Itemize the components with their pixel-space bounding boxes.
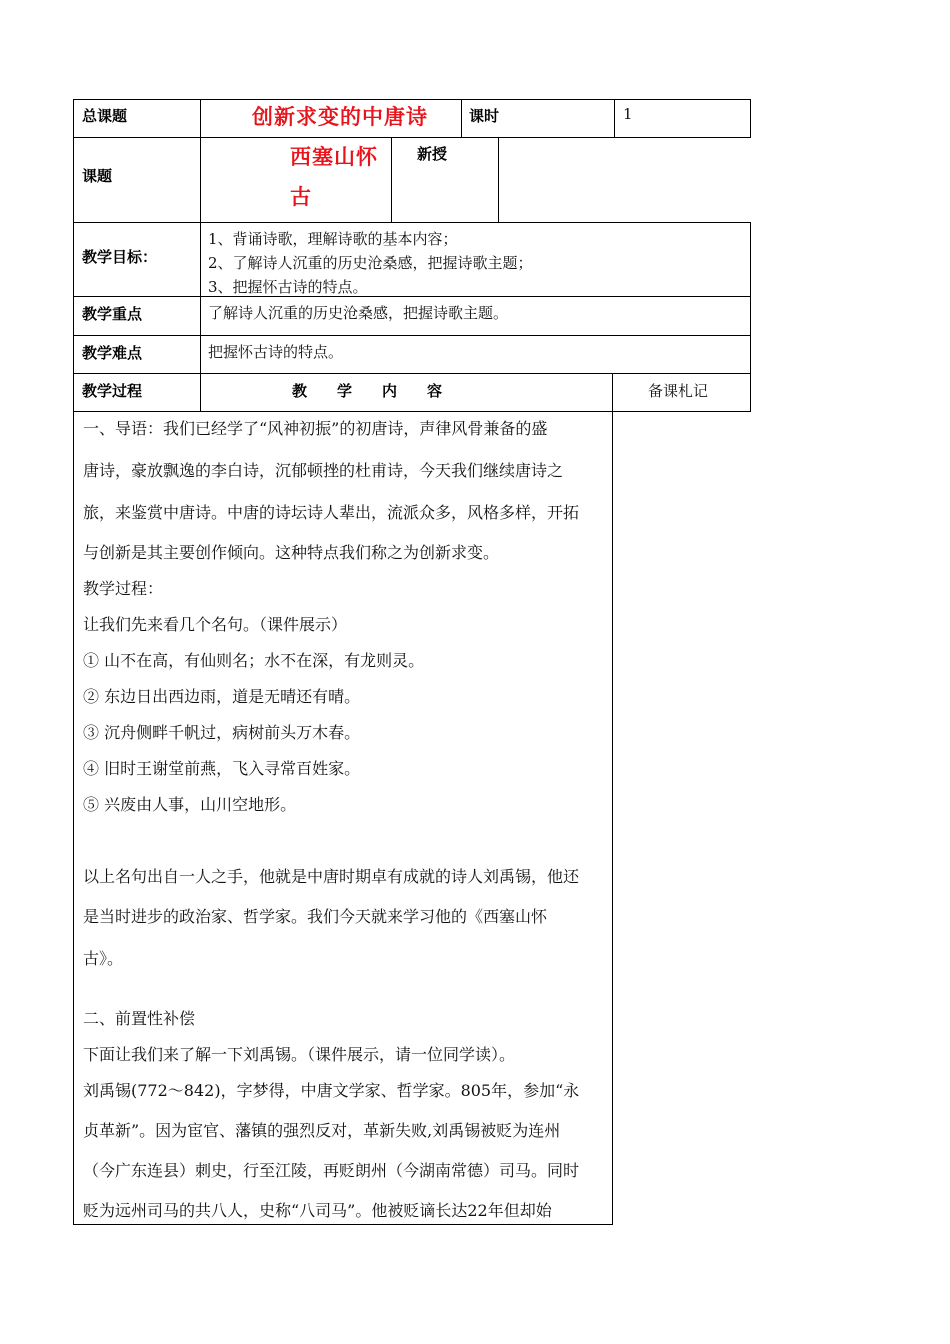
row2-bottom-border <box>73 222 751 223</box>
body-text-line: 一、导语：我们已经学了“风神初振”的初唐诗，声律风骨兼备的盛 <box>83 419 548 438</box>
difficulty-label: 教学难点 <box>82 344 143 362</box>
overall-topic-value: 创新求变的中唐诗 <box>252 105 428 129</box>
objective-item: 3、把握怀古诗的特点。 <box>208 278 368 296</box>
table-top-border <box>73 99 751 100</box>
process-label: 教学过程 <box>82 382 143 400</box>
body-text-line: 下面让我们来了解一下刘禹锡。（课件展示，请一位同学读）。 <box>83 1045 516 1064</box>
objectives-label: 教学目标： <box>82 248 158 266</box>
body-text-line: 教学过程： <box>83 579 164 598</box>
objective-item: 1、背诵诗歌，理解诗歌的基本内容； <box>208 230 458 248</box>
body-text-line: 旅，来鉴赏中唐诗。中唐的诗坛诗人辈出，流派众多，风格多样，开拓 <box>83 503 580 522</box>
key-point-label: 教学重点 <box>82 305 143 323</box>
notes-label: 备课札记 <box>648 382 709 400</box>
body-bottom-border <box>73 1224 613 1225</box>
body-text-line: （今广东连县）刺史，行至江陵，再贬朗州（今湖南常德）司马。同时 <box>83 1161 580 1180</box>
body-text-line: 贞革新”。因为宦官、藩镇的强烈反对，革新失败,刘禹锡被贬为连州 <box>83 1121 561 1140</box>
body-text-line: 以上名句出自一人之手，他就是中唐时期卓有成就的诗人刘禹锡，他还 <box>83 867 580 886</box>
row6-bottom-border <box>73 411 751 412</box>
body-text-line: 与创新是其主要创作倾向。这种特点我们称之为创新求变。 <box>83 543 500 562</box>
row2-col4-border <box>498 137 499 222</box>
row4-bottom-border <box>73 335 751 336</box>
body-text-line: ① 山不在高，有仙则名；水不在深，有龙则灵。 <box>83 651 425 670</box>
difficulty-value: 把握怀古诗的特点。 <box>208 343 344 361</box>
table-right-border-top <box>750 99 751 137</box>
body-text-line: 二、前置性补偿 <box>83 1009 196 1028</box>
body-text-line: ⑤ 兴废由人事，山川空地形。 <box>83 795 297 814</box>
row3-bottom-border <box>73 296 751 297</box>
body-text-line: ② 东边日出西边雨，道是无晴还有晴。 <box>83 687 361 706</box>
row2-col3-border <box>391 137 392 222</box>
row1-col4-border <box>614 99 615 137</box>
period-label: 课时 <box>469 107 500 125</box>
key-point-value: 了解诗人沉重的历史沧桑感，把握诗歌主题。 <box>208 304 509 322</box>
body-text-line: 贬为远州司马的共八人，史称“八司马”。他被贬谪长达22年但却始 <box>83 1201 552 1220</box>
topic-label: 课题 <box>82 167 113 185</box>
objective-item: 2、了解诗人沉重的历史沧桑感，把握诗歌主题； <box>208 254 533 272</box>
row1-col3-border <box>461 99 462 137</box>
body-text-line: ④ 旧时王谢堂前燕，飞入寻常百姓家。 <box>83 759 361 778</box>
body-notes-divider <box>612 411 613 1224</box>
topic-value-line1: 西塞山怀 <box>290 145 378 169</box>
table-left-border <box>73 99 74 1224</box>
body-text-line: 唐诗，豪放飘逸的李白诗，沉郁顿挫的杜甫诗，今天我们继续唐诗之 <box>83 461 564 480</box>
process-notes-divider-top <box>612 373 613 411</box>
table-right-border-mid <box>750 222 751 411</box>
body-text-line: 让我们先来看几个名句。（课件展示） <box>83 615 348 634</box>
body-text-line: ③ 沉舟侧畔千帆过，病树前头万木春。 <box>83 723 361 742</box>
content-label: 教 学 内 容 <box>292 382 443 400</box>
body-text-line: 刘禹锡(772～842)，字梦得，中唐文学家、哲学家。805年，参加“永 <box>83 1081 580 1100</box>
body-text-line: 是当时进步的政治家、哲学家。我们今天就来学习他的《西塞山怀 <box>83 907 548 926</box>
period-value: 1 <box>623 105 633 123</box>
overall-topic-label: 总课题 <box>82 107 128 125</box>
lesson-type: 新授 <box>417 145 448 163</box>
row5-bottom-border <box>73 373 751 374</box>
body-text-line: 古》。 <box>83 949 124 968</box>
topic-value-line2: 古 <box>290 185 312 209</box>
row1-bottom-border <box>73 137 751 138</box>
row1-col2-border <box>200 99 201 411</box>
